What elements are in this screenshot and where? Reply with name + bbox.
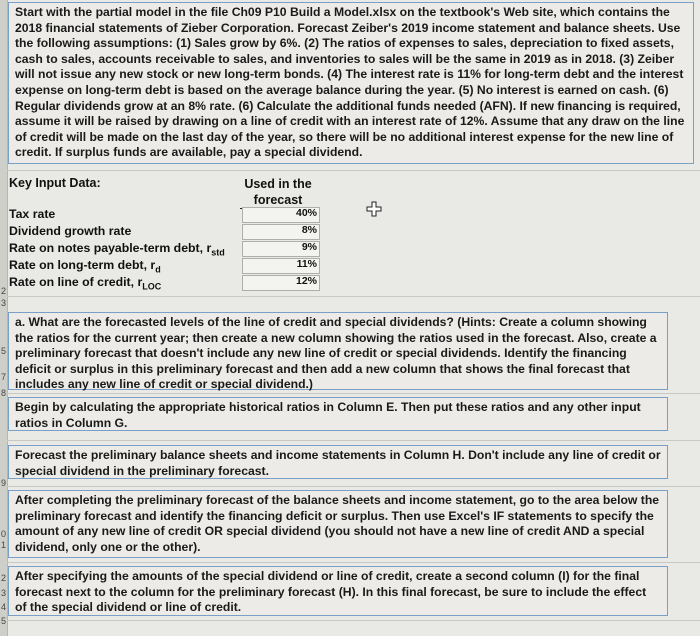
grid-line [7,440,700,441]
row-number[interactable]: 4 [0,602,6,612]
row-number[interactable]: 3 [0,298,6,308]
key-input-title[interactable]: Key Input Data: [9,176,101,190]
input-label: Dividend growth rate [9,224,132,238]
instruction-step-2[interactable]: Forecast the preliminary balance sheets and income statements in Column H. Don't include any line of credit or special dividend in the preliminary forecast. [8,445,668,479]
row-number[interactable]: 5 [0,346,6,356]
row-number[interactable]: 1 [0,540,6,550]
row-number[interactable]: 0 [0,529,6,539]
instruction-step-4[interactable]: After specifying the amounts of the special dividend or line of credit, create a second column (I) for the final forecast next to the column for the preliminary forecast (H). In this final forecast, be sure to include the effect of the special dividend or line of credit. [8,566,668,616]
instruction-step-1[interactable]: Begin by calculating the appropriate historical ratios in Column E. Then put these ratios and any other input ratios in Column G. [8,397,668,431]
input-label: Rate on long-term debt, $r_d$ [9,258,161,275]
row-number[interactable]: 8 [0,388,6,398]
row-number[interactable]: 3 [0,588,6,598]
grid-line [7,170,700,171]
grid-line [7,620,700,621]
input-label: Rate on notes payable-term debt, $r_{std}$ [9,241,225,258]
row-number[interactable]: 5 [0,616,6,626]
input-row-long-term-debt-rate [9,258,319,275]
input-row-tax-rate [9,207,319,224]
input-value[interactable]: 9% [301,241,317,253]
row-number[interactable]: 2 [0,573,6,583]
input-value[interactable]: 11% [296,258,317,270]
cell-cursor-icon [366,201,382,217]
input-label: Rate on line of credit, $r_{LOC}$ [9,275,162,292]
grid-line [7,296,700,297]
grid-line [7,562,700,563]
grid-line [7,393,700,394]
input-value[interactable]: 12% [295,275,317,287]
input-value[interactable]: 40% [295,207,317,219]
question-a[interactable]: a. What are the forecasted levels of the line of credit and special dividends? (Hints: Create a column showing the ratios for the current year; then create a new column showing the ratios used in the forecast. Also, create a preliminary forecast that doesn't include any new line of credit or special dividends. Identify the financing deficit or surplus in this preliminary forecast and then add a new column that shows the final forecast that includes any new line of credit or special dividend.) [8,312,668,390]
row-number-gutter [0,0,8,636]
problem-statement[interactable]: Start with the partial model in the file Ch09 P10 Build a Model.xlsx on the textbook's Web site, which contains the 2018 financial statements of Zieber Corporation. Forecast Zeiber's 2019 income statement and balance sheets. Use the following assumptions: (1) Sales grow by 6%. (2) The ratios of expenses to sales, depreciation to fixed assets, cash to sales, accounts receivable to sales, and inventories to sales will be the same in 2019 as in 2018. (3) Zeiber will not issue any new stock or new long-term bonds. (4) The interest rate is 11% for long-term debt and the interest expense on long-term debt is based on the average balance during the year. (5) No interest is earned on cash. (6) Regular dividends grow at an 8% rate. (6) Calculate the additional funds needed (AFN). If new financing is required, assume it will be raised by drawing on a line of credit with an interest rate of 12%. Assume that any draw on the line of credit will be made on the last day of the year, so there will be no additional interest expense for the new line of credit. If surplus funds are available, pay a special dividend. [8,2,694,164]
instruction-step-3[interactable]: After completing the preliminary forecast of the balance sheets and income statement, go to the area below the preliminary forecast and identify the financing deficit or surplus. Then use Excel's IF statements to specify the amount of any new line of credit OR special dividend (you should not have a new line of credit AND a special dividend, only one or the other). [8,490,668,558]
input-row-dividend-growth [9,224,319,241]
row-number[interactable]: 9 [0,478,6,488]
used-in-forecast-header[interactable]: Used in the forecast [244,177,312,207]
input-value[interactable]: 8% [301,224,317,236]
grid-line [7,486,700,487]
row-number[interactable]: 7 [0,372,6,382]
input-row-line-of-credit-rate [9,275,319,292]
row-number[interactable]: 2 [0,286,6,296]
input-row-notes-payable-rate [9,241,319,258]
input-label: Tax rate [9,207,56,221]
